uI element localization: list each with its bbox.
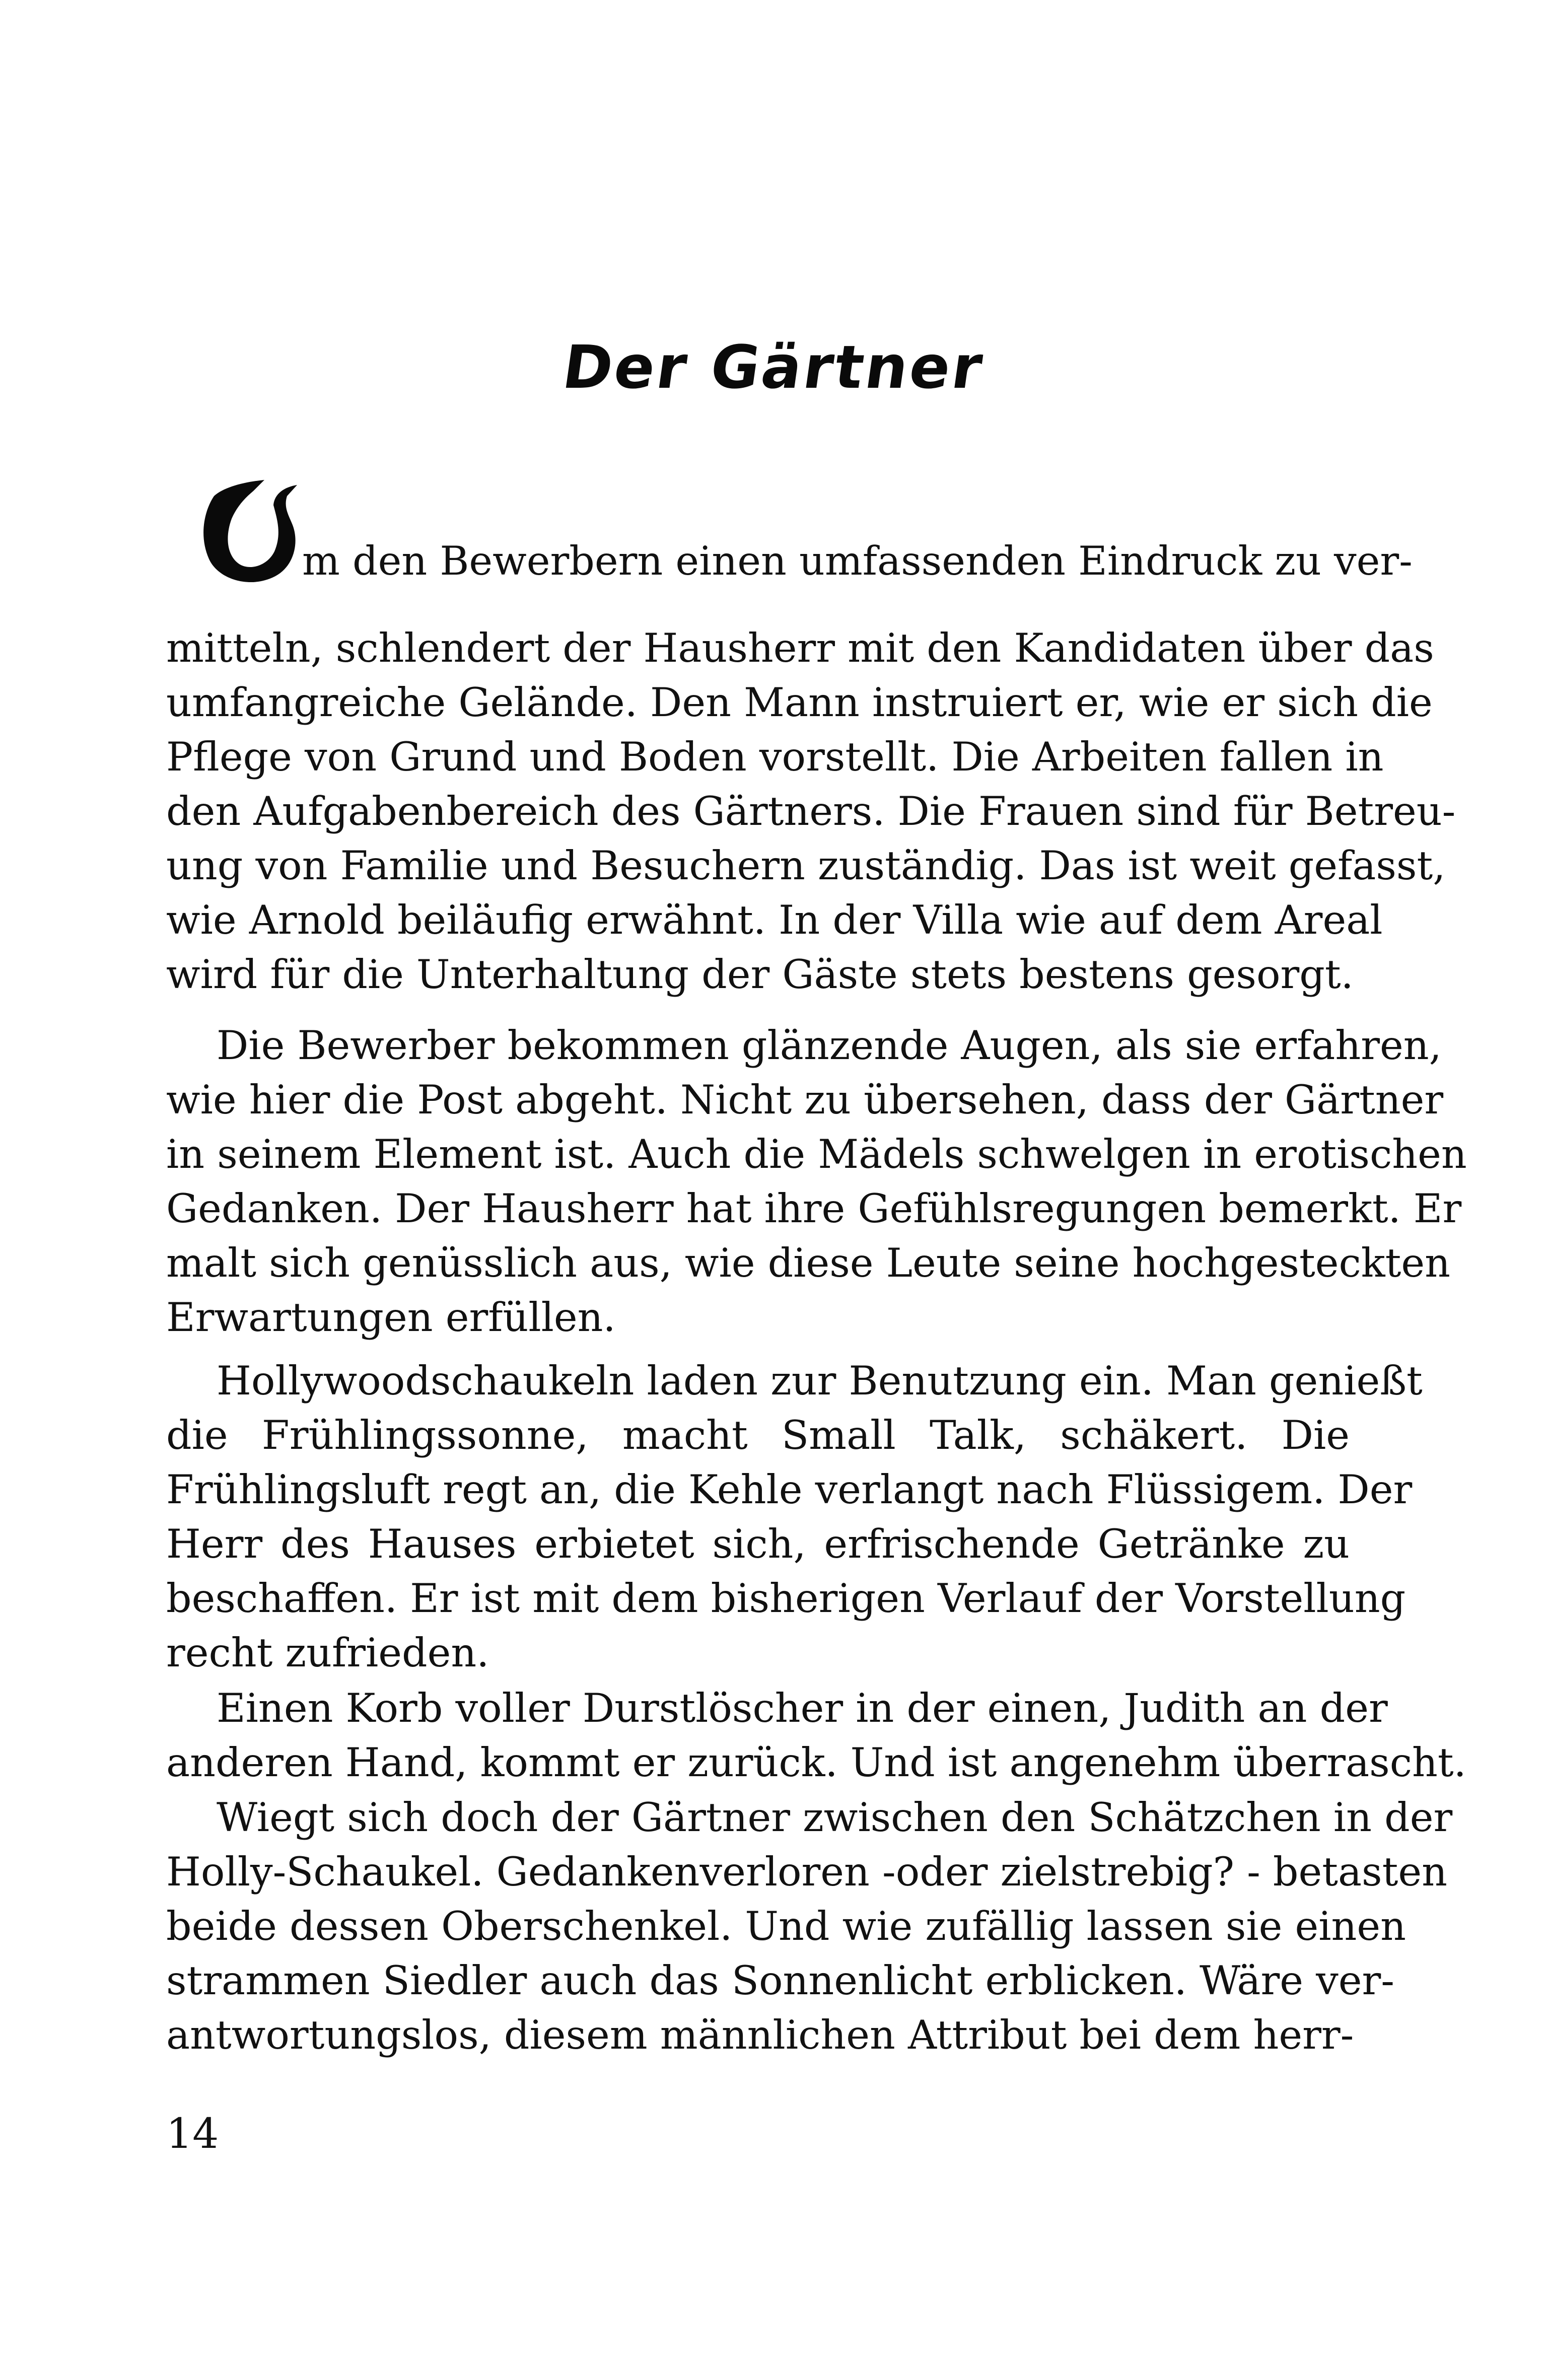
text-line: Die Bewerber bekommen glänzende Augen, als sie erfahren, [217, 1022, 1442, 1069]
text-line: strammen Siedler auch das Sonnenlicht erblicken. Wäre ver- [166, 1957, 1394, 2004]
chapter-title: Der Gärtner [558, 332, 989, 402]
text-line: recht zufrieden. [166, 1630, 489, 1676]
paragraph-1 [166, 621, 1456, 1002]
text-line: in seinem Element ist. Auch die Mädels schwelgen in erotischen [166, 1131, 1467, 1177]
text-line: wie Arnold beiläufig erwähnt. In der Villa wie auf dem Areal [166, 897, 1383, 943]
paragraph-4 [166, 1681, 1466, 1790]
text-line: Wiegt sich doch der Gärtner zwischen den Schätzchen in der [217, 1794, 1453, 1841]
text-line: Pflege von Grund und Boden vorstellt. Die Arbeiten fallen in [166, 734, 1384, 780]
text-line: Holly-Schaukel. Gedankenverloren -oder zielstrebig? - betasten [166, 1849, 1447, 1895]
drop-cap-u-icon [194, 476, 305, 587]
text-line: umfangreiche Gelände. Den Mann instruiert er, wie er sich die [166, 679, 1433, 726]
text-line: Einen Korb voller Durstlöscher in der einen, Judith an der [217, 1685, 1388, 1731]
text-line: ung von Familie und Besuchern zuständig. Das ist weit gefasst, [166, 843, 1446, 889]
text-line: Frühlingsluft regt an, die Kehle verlangt nach Flüssigem. Der [166, 1466, 1413, 1513]
paragraph-5 [166, 1790, 1453, 2062]
first-line: m den Bewerbern einen umfassenden Eindruck zu ver- [302, 538, 1413, 584]
text-line: anderen Hand, kommt er zurück. Und ist angenehm überrascht. [166, 1739, 1466, 1786]
text-line: Herr des Hauses erbietet sich, erfrischende Getränke zu [166, 1521, 1350, 1567]
text-line: mitteln, schlendert der Hausherr mit den Kandidaten über das [166, 625, 1434, 671]
text-line: den Aufgabenbereich des Gärtners. Die Frauen sind für Betreu- [166, 788, 1456, 834]
text-line: beide dessen Oberschenkel. Und wie zufällig lassen sie einen [166, 1903, 1407, 1949]
paragraph-2 [166, 1018, 1467, 1345]
text-line: antwortungslos, diesem männlichen Attribut bei dem herr- [166, 2012, 1354, 2058]
text-line: Gedanken. Der Hausherr hat ihre Gefühlsregungen bemerkt. Er [166, 1185, 1462, 1232]
text-line: malt sich genüsslich aus, wie diese Leute seine hochgesteckten [166, 1240, 1451, 1286]
text-line: beschaffen. Er ist mit dem bisherigen Verlauf der Vorstellung [166, 1575, 1406, 1622]
text-line: die Frühlingssonne, macht Small Talk, schäkert. Die [166, 1412, 1350, 1458]
text-line: Erwartungen erfüllen. [166, 1294, 616, 1341]
page-number: 14 [166, 2110, 219, 2158]
text-line: wie hier die Post abgeht. Nicht zu übersehen, dass der Gärtner [166, 1077, 1444, 1123]
text-line: Hollywoodschaukeln laden zur Benutzung ein. Man genießt [217, 1358, 1423, 1404]
text-line: wird für die Unterhaltung der Gäste stets bestens gesorgt. [166, 951, 1354, 998]
paragraph-3 [166, 1354, 1423, 1680]
